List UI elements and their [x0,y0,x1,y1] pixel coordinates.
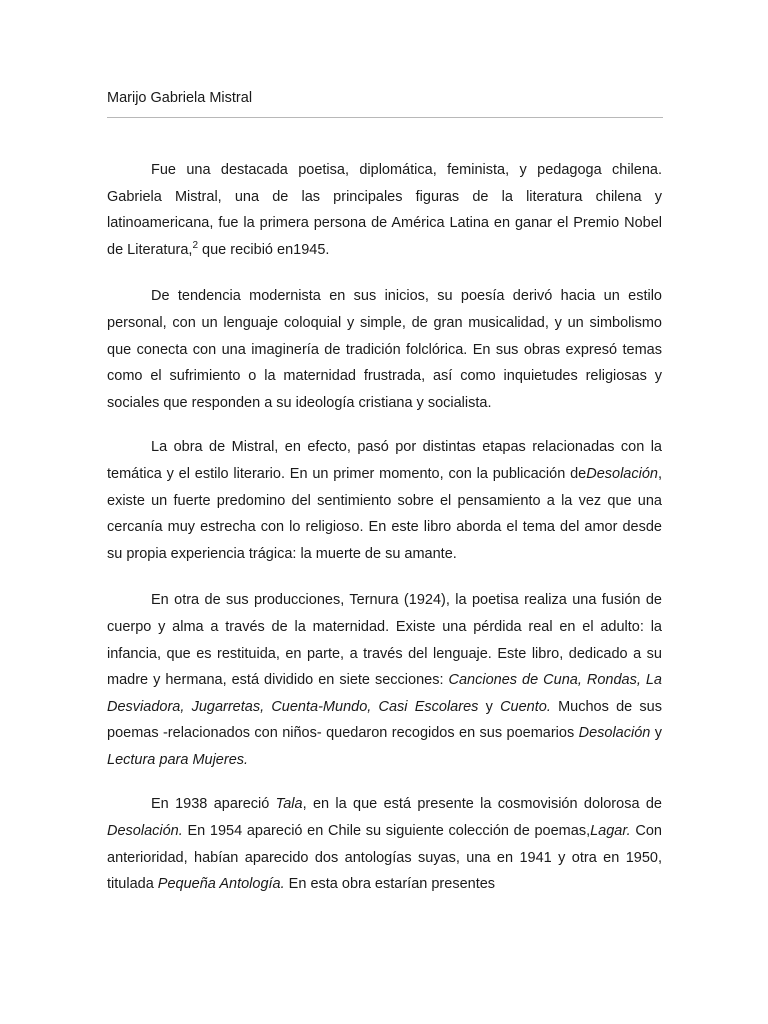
text-run: En 1954 apareció en Chile su siguiente colección de poemas, [182,823,591,840]
text-run: En otra de sus producciones, Ternura (1924), la poetisa realiza una fusión de cuerpo y alma a través de la maternidad. Existe una pérdida real en el adulto: la infancia, que es restituida, en parte, a través del lenguaje. Este libro, dedicado a su madre y hermana, está dividido en siete secciones: [107,592,662,689]
text-run: y [478,698,501,715]
italic-title: Cuento. [500,698,551,715]
text-run: Fue una destacada poetisa, diplomática, feminista, y pedagoga chilena. Gabriela Mistral, una de las principales figuras de la literatura chilena y latinoamericana, fue la primera persona de América Latina en ganar el Premio Nobel de Literatura, [107,162,662,258]
paragraph [107,791,662,897]
footnote-ref: 2 [192,239,199,251]
text-run: , existe un fuerte predomino del sentimiento sobre el pensamiento a la vez que una cercanía muy estrecha con lo religioso. En este libro aborda el tema del amor desde su propia experiencia trágica: la muerte de su amante. [107,465,662,562]
text-run: , en la que está presente la cosmovisión dolorosa de [302,796,662,813]
italic-title: Lectura para Mujeres. [107,751,249,768]
paragraph [107,157,662,263]
italic-title: Canciones de Cuna, Rondas, La Desviadora, Jugarretas, Cuenta-Mundo, Casi Escolares [107,672,662,715]
text-run: De tendencia modernista en sus inicios, su poesía derivó hacia un estilo personal, con un lenguaje coloquial y simple, de gran musicalidad, y un simbolismo que conecta con una imaginería de tradición folclórica. En sus obras expresó temas como el sufrimiento o la maternidad frustrada, así como inquietudes religiosas y sociales que responden a su ideología cristiana y socialista. [107,288,662,411]
text-run: La obra de Mistral, en efecto, pasó por distintas etapas relacionadas con la temática y el estilo literario. En un primer momento, con la publicación de [107,439,662,482]
italic-title: Desolación. [107,823,183,840]
text-run: En esta obra estarían presentes [284,876,496,893]
italic-title: Desolación [586,465,658,482]
text-run: y [650,725,663,742]
paragraph [107,587,662,773]
text-run: que recibió en1945. [198,241,330,258]
paragraph [107,434,662,567]
document-body [107,157,662,917]
text-run: En 1938 apareció [151,796,276,813]
document-title: Marijo Gabriela Mistral [107,90,253,106]
paragraph [107,283,662,416]
italic-title: Tala [275,796,303,813]
text-run: Muchos de sus poemas -relacionados con niños- quedaron recogidos en sus poemarios [107,698,662,742]
text-run: Con anterioridad, habían aparecido dos antologías suyas, una en 1941 y otra en 1950, titulada [107,823,662,893]
italic-title: Desolación [578,725,651,742]
italic-title: Lagar. [590,823,631,840]
header-divider [107,117,663,118]
italic-title: Pequeña Antología. [157,876,285,893]
